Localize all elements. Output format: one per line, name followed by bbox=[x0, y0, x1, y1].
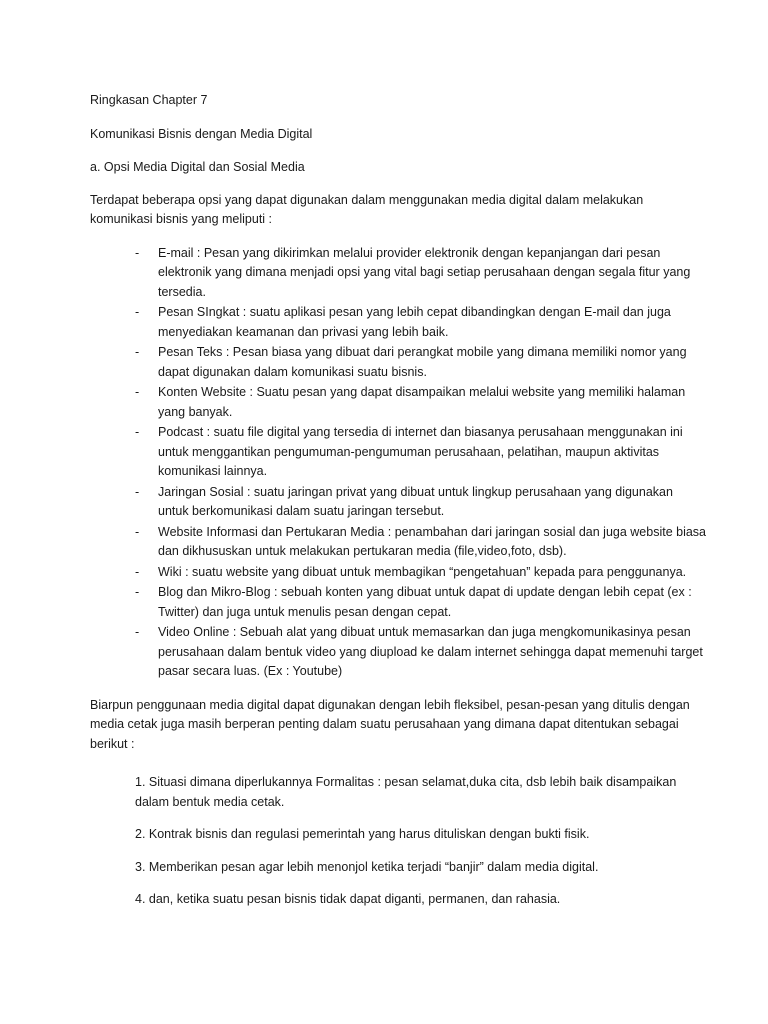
list-item-text: E-mail : Pesan yang dikirimkan melalui provider elektronik dengan kepanjangan dari pesan elektronik yang dimana menjadi opsi yang vital bagi setiap perusahaan dengan segala fitur yang tersedia. bbox=[158, 245, 691, 299]
list-item bbox=[90, 423, 708, 482]
list-item bbox=[90, 623, 708, 682]
bullet-dash: - bbox=[135, 425, 140, 439]
bullet-dash: - bbox=[135, 484, 140, 499]
list-item-text: Podcast : suatu file digital yang tersedia di internet dan biasanya perusahaan menggunakan ini untuk menggantikan pengumuman-pengumuman perusahaan, pelatihan, maupun aktivitas komunikasi lainnya. bbox=[158, 425, 683, 478]
list-item bbox=[90, 244, 708, 303]
list-item-text: Website Informasi dan Pertukaran Media : penambahan dari jaringan sosial dan juga website biasa dan dikhususkan untuk melakukan pertukaran media (file,video,foto, dsb). bbox=[158, 524, 707, 558]
list-item-text: Jaringan Sosial : suatu jaringan privat yang dibuat untuk lingkup perusahaan yang digunakan untuk berkomunikasi dalam suatu jaringan tersebut. bbox=[158, 484, 673, 518]
list-item-text: Blog dan Mikro-Blog : sebuah konten yang dibuat untuk dapat di update dengan lebih cepat (ex : Twitter) dan juga untuk menulis pesan dengan cepat. bbox=[158, 585, 692, 619]
bullet-dash: - bbox=[135, 625, 140, 639]
closing-paragraph: Biarpun penggunaan media digital dapat digunakan dengan lebih fleksibel, pesan-pesan yang ditulis dengan media cetak juga masih berperan penting dalam suatu perusahaan yang dimana dapat ditentukan sebagai berikut : bbox=[90, 697, 690, 751]
bullet-dash: - bbox=[135, 345, 140, 359]
list-item-text: Wiki : suatu website yang dibuat untuk membagikan “pengetahuan” kepada para penggunanya. bbox=[158, 564, 687, 579]
bullet-dash: - bbox=[135, 245, 140, 260]
list-item-text: Pesan SIngkat : suatu aplikasi pesan yang lebih cepat dibandingkan dengan E-mail dan juga menyediakan keamanan dan privasi yang lebih baik. bbox=[158, 305, 671, 339]
list-item-text: Video Online : Sebuah alat yang dibuat untuk memasarkan dan juga mengkomunikasinya pesan perusahaan dalam bentuk video yang diupload ke dalam internet sehingga dapat memenuhi target pasar secara luas. (Ex : Youtube) bbox=[158, 625, 703, 678]
bullet-dash: - bbox=[135, 305, 140, 319]
bullet-dash: - bbox=[135, 385, 140, 399]
bullet-dash: - bbox=[135, 585, 140, 599]
bullet-dash: - bbox=[135, 564, 140, 579]
list-item: 2. Kontrak bisnis dan regulasi pemerintah yang harus dituliskan dengan bukti fisik. bbox=[135, 827, 590, 841]
list-item bbox=[90, 343, 708, 382]
list-item bbox=[90, 583, 708, 622]
list-item: 3. Memberikan pesan agar lebih menonjol ketika terjadi “banjir” dalam media digital. bbox=[135, 859, 599, 874]
list-item: 1. Situasi dimana diperlukannya Formalitas : pesan selamat,duka cita, dsb lebih baik disampaikan dalam bentuk media cetak. bbox=[135, 775, 677, 809]
list-item bbox=[90, 383, 708, 422]
list-item-text: Konten Website : Suatu pesan yang dapat disampaikan melalui website yang memiliki halaman yang banyak. bbox=[158, 385, 686, 419]
list-item: 4. dan, ketika suatu pesan bisnis tidak dapat diganti, permanen, dan rahasia. bbox=[135, 892, 561, 906]
document-title: Ringkasan Chapter 7 bbox=[90, 93, 208, 107]
media-option-list bbox=[90, 244, 708, 682]
list-item bbox=[90, 483, 708, 522]
list-item bbox=[90, 563, 708, 583]
document-subtitle: Komunikasi Bisnis dengan Media Digital bbox=[90, 126, 313, 141]
section-heading: a. Opsi Media Digital dan Sosial Media bbox=[90, 160, 305, 174]
list-item-text: Pesan Teks : Pesan biasa yang dibuat dari perangkat mobile yang dimana memiliki nomor yang dapat digunakan dalam komunikasi suatu bisnis. bbox=[158, 345, 687, 379]
bullet-dash: - bbox=[135, 524, 140, 539]
intro-paragraph: Terdapat beberapa opsi yang dapat digunakan dalam menggunakan media digital dalam melakukan komunikasi bisnis yang meliputi : bbox=[90, 192, 644, 226]
list-item bbox=[90, 303, 708, 342]
situation-list bbox=[90, 773, 708, 910]
list-item bbox=[90, 523, 708, 562]
